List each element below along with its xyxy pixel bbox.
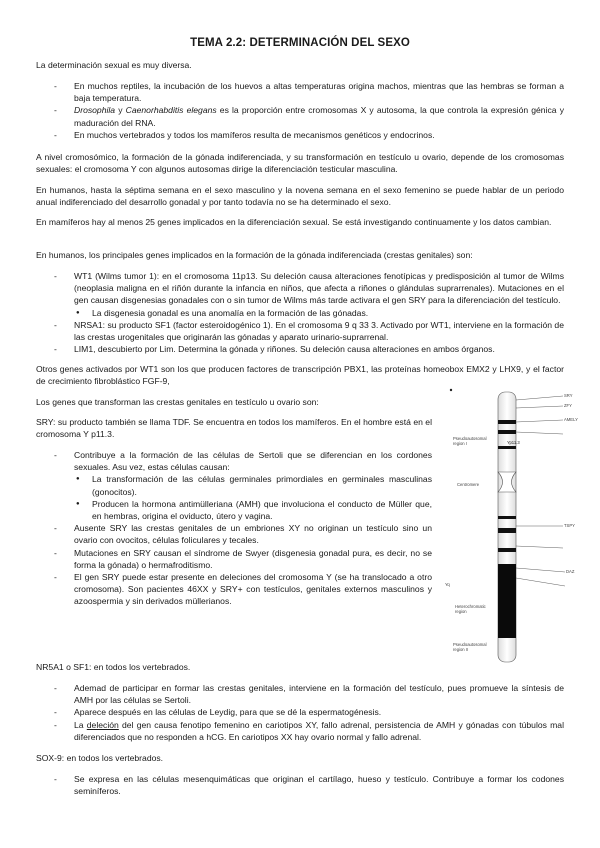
list-item: - Aparece después en las células de Leydig, para que se dé la espermatogénesis.: [36, 706, 564, 718]
chromosome-band: [498, 528, 516, 533]
paragraph-chromosomal: A nivel cromosómico, la formación de la gónada indiferenciada, y su transformación en testículo u ovario, depende de los cromosomas sexuales: el cromosoma Y con algunos autosomas dirige la diferenciación testicular masculina.: [36, 152, 564, 175]
label-leader: [516, 546, 563, 548]
gene-label: DAZ: [566, 569, 575, 574]
list-item: - En muchos vertebrados y todos los mamíferos resulta de mecanismos genéticos y endocrinos.: [36, 129, 564, 141]
label-leader: [516, 568, 565, 572]
figure-label: Centromere: [457, 482, 480, 487]
list-item: ● La disgenesia gonadal es una anomalía en la formación de las gónadas.: [74, 307, 564, 319]
list-item-wt1: - WT1 (Wilms tumor 1): en el cromosoma 11p13. Su deleción causa alteraciones fenotípicas y predisposición al tumor de Wilms (neoplasia maligna en el riñón durante la infancia en niños, que afecta a riñones o glándulas suprarrenales). Mutaciones en el gen causan disgenesias gonadales con o sin tumor de Wilms más tarde activara el gen SRY para la diferenciación del testículo. ● La disgenesia gonadal es una anomalía en la formación de las gónadas.: [36, 270, 564, 319]
list-item: - En muchos reptiles, la incubación de los huevos a altas temperaturas origina machos, mientras que las hembras se forman a baja temperatura.: [36, 80, 564, 104]
label-leader: [516, 578, 565, 586]
label-leader: [516, 406, 563, 408]
sry-sublist: [74, 473, 432, 522]
chromosome-band: [498, 548, 516, 552]
gene-label: ZFY: [564, 403, 572, 408]
chromosome-band: [498, 446, 516, 449]
nr5a1-heading: NR5A1 o SF1: en todos los vertebrados.: [36, 662, 191, 672]
gene-label: SRY: [564, 393, 573, 398]
wt1-sublist: [74, 307, 564, 319]
list-item: - Mutaciones en SRY causan el síndrome de Swyer (disgenesia gonadal pura, es decir, no se forma la gónada) o hermafroditismo.: [36, 547, 432, 571]
y-chromosome-figure: [443, 386, 583, 670]
intro-list: [36, 80, 564, 141]
list-item: - El gen SRY puede estar presente en deleciones del cromosoma Y (se ha translocado a otro cromosoma). Son pacientes 46XX y SRY+ con testículos, genitales externos masculinos y azoospermia y sin derivados müllerianos.: [36, 571, 432, 608]
figure-label: Pseudoautosomal region II: [453, 642, 487, 652]
genes-list: [36, 270, 564, 355]
species-name: Drosophila: [74, 105, 116, 116]
nr5a1-list: [36, 682, 564, 743]
list-item: ● Producen la hormona antimülleriana (AMH) que involuciona el conducto de Müller que, en hembras, origina el oviducto, útero y vagina.: [74, 498, 432, 522]
paragraph-other-genes: Otros genes activados por WT1 son los que producen factores de transcripción PBX1, las proteínas homeobox EMX2 y LHX9, y el factor de crecimiento fibroblástico FGF-9,: [36, 364, 564, 387]
marker-dot: [450, 389, 452, 391]
y-chromosome-diagram: [443, 386, 583, 670]
species-name: Caenorhabditis elegans: [125, 105, 217, 116]
label-leader: [516, 420, 563, 422]
figure-label: Heterochromatic region: [455, 604, 486, 614]
gene-label: TSPY: [564, 523, 575, 528]
sox9-heading: SOX-9: en todos los vertebrados.: [36, 753, 164, 763]
list-item: - Drosophila y Caenorhabditis elegans es la proporción entre cromosomas X y autosoma, la que controla la expresión génica y maduración del RNA.: [36, 104, 564, 128]
label-leader: [516, 396, 563, 400]
figure-label: Yq: [445, 582, 450, 587]
list-item: - Se expresa en las células mesenquimáticas que originan el cartílago, hueso y testículo. Contribuye a formar los codones seminíferos.: [36, 773, 564, 797]
underlined-word: deleción: [86, 719, 119, 730]
list-item: - Contribuye a la formación de las células de Sertoli que se diferencian en los cordones sexuales. Asu vez, estas células causan: ● La transformación de las células germinales primordiales en germinales masculinas (gonocitos). ● Producen la hormona antimülleriana (AMH) que involuciona el conducto de Müller que, en hembras, origina el oviducto, útero y vagina.: [36, 449, 432, 522]
sry-list: [36, 449, 432, 608]
label-leader: [516, 432, 563, 434]
paragraph-humans-weeks: En humanos, hasta la séptima semana en el sexo masculino y la novena semana en el sexo femenino se puede hablar de un periodo anual indiferenciado del desarrollo gonadal y por tanto todavía no se ha determinado el sexo.: [36, 185, 564, 208]
gene-label: AMELY: [564, 417, 578, 422]
list-item-lim1: - LIM1, descubierto por Lim. Determina la gónada y riñones. Su deleción causa alteraciones en ambos órganos.: [36, 343, 564, 355]
paragraph-transform-genes: Los genes que transforman las crestas genitales en testículo u ovario son:: [36, 397, 319, 407]
chromosome-band: [498, 430, 516, 434]
sox9-list: [36, 773, 564, 797]
list-item: - La deleción del gen causa fenotipo femenino en cariotipos XY, fallo adrenal, persistencia de AMH y gónadas con túbulos mal diferenciados que no responden a hCG. En cariotipos XX hay ovario normal y fallo adrenal.: [36, 719, 564, 743]
paragraph-mammals-genes: En mamíferos hay al menos 25 genes implicados en la diferenciación sexual. Se está investigando continuamente y los datos cambian.: [36, 217, 552, 227]
paragraph-main-genes: En humanos, los principales genes implicados en la formación de la gónada indiferenciada (crestas genitales) son:: [36, 250, 473, 260]
figure-band-label: Yp11.3: [507, 440, 520, 445]
chromosome-band: [498, 516, 516, 519]
list-item: - Ademad de participar en formar las crestas genitales, interviene en la formación del testículo, pues promueve la síntesis de AMH por las células se Sertoli.: [36, 682, 564, 706]
paragraph-sry: SRY: su producto también se llama TDF. Se encuentra en todos los mamíferos. En el hombre está en el cromosoma Y p11.3.: [36, 417, 432, 440]
page-title: TEMA 2.2: DETERMINACIÓN DEL SEXO: [190, 37, 410, 49]
intro-paragraph: La determinación sexual es muy diversa.: [36, 60, 192, 70]
figure-label: Pseudoautosomal region I: [453, 436, 487, 446]
list-item: ● La transformación de las células germinales primordiales en germinales masculinas (gonocitos).: [74, 473, 432, 497]
list-item-nrsa1: - NRSA1: su producto SF1 (factor esteroidogénico 1). En el cromosoma 9 q 33 3. Activado por WT1, interviene en la formación de las crestas urogenitales que originarán las gónadas y aparato urinario-suprarrenal.: [36, 319, 564, 343]
list-item: - Ausente SRY las crestas genitales de un embriones XY no originan un testículo sino un ovario con ovocitos, células foliculares y tecales.: [36, 522, 432, 546]
heterochromatic-block: [498, 564, 516, 638]
chromosome-band: [498, 420, 516, 424]
